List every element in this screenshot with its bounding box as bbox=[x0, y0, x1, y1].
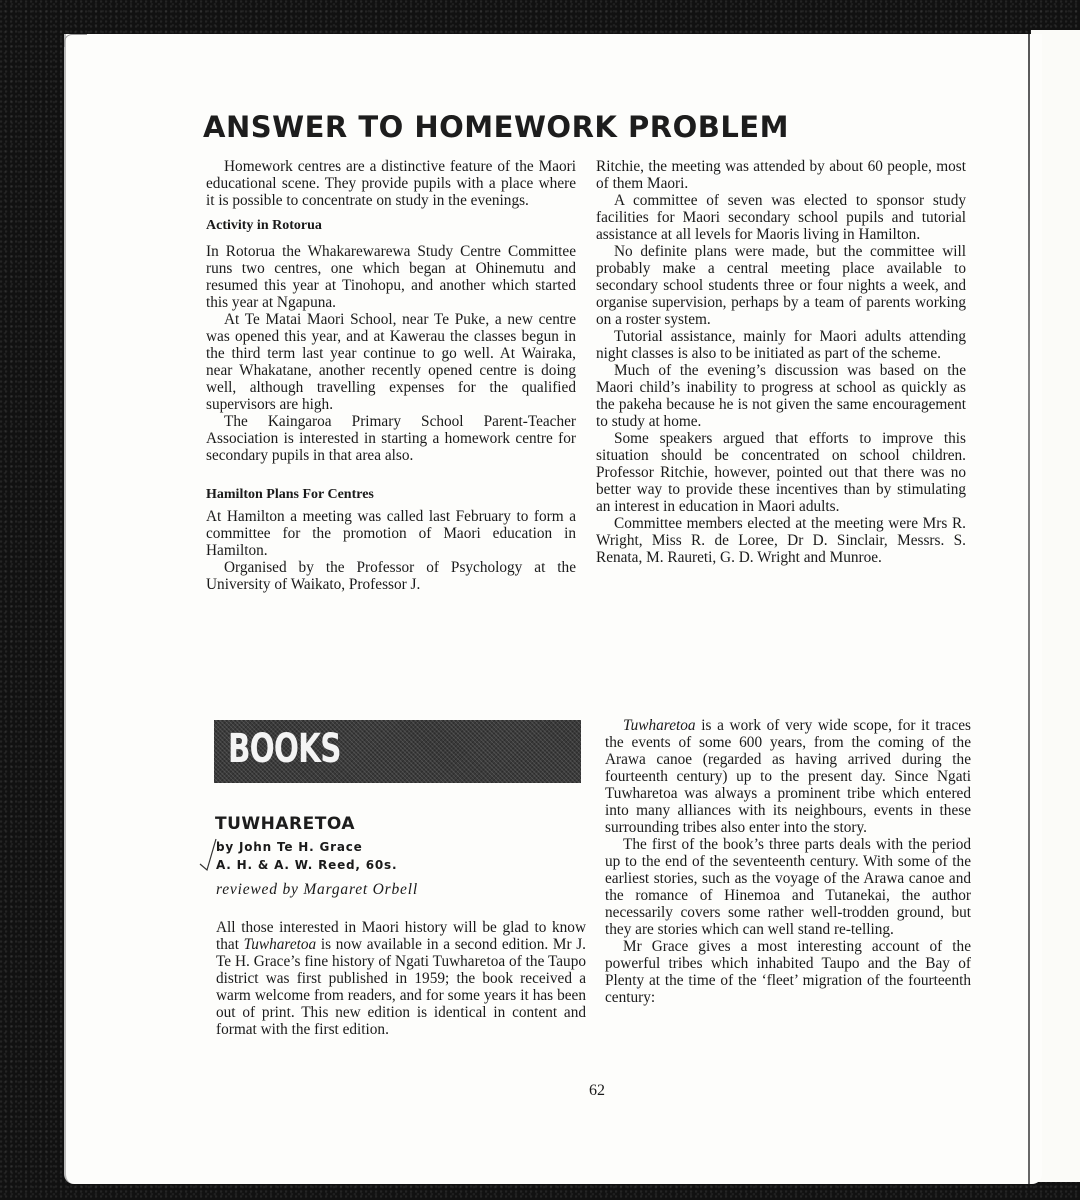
book-title-italic: Tuwharetoa bbox=[243, 936, 317, 953]
paragraph: Committee members elected at the meeting were Mrs R. Wright, Miss R. de Loree, Dr D. Sinclair, Messrs. S. Renata, M. Raureti, G. D. Wright and Munroe. bbox=[596, 515, 966, 566]
text-run: is now available in a second edition. Mr J. Te H. Grace’s fine history of Ngati Tuwharetoa of the Taupo district was first published in 1959; the book received a warm welcome from readers, and for some years it has been out of print. This new edition is identical in content and format with the first edition. bbox=[216, 936, 586, 1038]
paragraph: The first of the book’s three parts deals with the period up to the end of the seventeenth century. With some of the earliest stories, such as the voyage of the Arawa canoe and the romance of Hinemoa and Tutanekai, the author necessarily covers some rather well-trodden ground, but they are stories which can well stand re-telling. bbox=[605, 836, 971, 938]
page-number: 62 bbox=[589, 1082, 605, 1099]
text-run: is a work of very wide scope, for it traces the events of some 600 years, from the coming of the Arawa canoe (regarded as having arrived during the fourteenth century) up to the present day. Since Ngati Tuwharetoa was always a prominent tribe which entered into many alliances with its neighbours, events in these surrounding tribes also enter into the story. bbox=[605, 717, 971, 836]
subheading-rotorua: Activity in Rotorua bbox=[206, 218, 322, 233]
books-banner-label: BOOKS bbox=[228, 726, 341, 772]
article-title: ANSWER TO HOMEWORK PROBLEM bbox=[203, 110, 789, 144]
paragraph: Some speakers argued that efforts to improve this situation should be concentrated on school children. Professor Ritchie, however, pointed out that there was no better way to provide these incentives than by stimulating an interest in education in Maori adults. bbox=[596, 430, 966, 515]
paragraph: In Rotorua the Whakarewarewa Study Centre Committee runs two centres, one which began at Ohinemutu and resumed this year at Tinohopu, and another which started this year at Ngapuna. bbox=[206, 243, 576, 311]
paragraph: Homework centres are a distinctive feature of the Maori educational scene. They provide pupils with a place where it is possible to concentrate on study in the evenings. bbox=[206, 158, 576, 209]
paragraph: At Te Matai Maori School, near Te Puke, a new centre was opened this year, and at Kawerau the classes begun in the third term last year continue to go well. At Wairaka, near Whakatane, another recently opened centre is doing well, although travelling expenses for the qualified supervisors are high. bbox=[206, 311, 576, 413]
book-publisher-price: A. H. & A. W. Reed, 60s. bbox=[216, 858, 398, 872]
page-gutter bbox=[1028, 34, 1030, 1184]
page-corner-curl bbox=[64, 34, 87, 47]
paragraph: Organised by the Professor of Psychology at the University of Waikato, Professor J. bbox=[206, 559, 576, 593]
text-run: All those interested in Maori history will be glad to know that bbox=[216, 919, 586, 953]
review-column-1 bbox=[216, 919, 586, 1038]
book-title-italic: Tuwharetoa bbox=[623, 717, 696, 734]
article-column-1 bbox=[206, 158, 576, 593]
paragraph: At Hamilton a meeting was called last February to form a committee for the promotion of Maori education in Hamilton. bbox=[206, 508, 576, 559]
paragraph: A committee of seven was elected to sponsor study facilities for Maori secondary school pupils and tutorial assistance at all levels for Maoris living in Hamilton. bbox=[596, 192, 966, 243]
paragraph: Mr Grace gives a most interesting account of the powerful tribes which inhabited Taupo and the Bay of Plenty at the time of the ‘fleet’ migration of the fourteenth century: bbox=[605, 938, 971, 1006]
paragraph: The Kaingaroa Primary School Parent-Teacher Association is interested in starting a homework centre for secondary pupils in that area also. bbox=[206, 413, 576, 464]
article-column-2 bbox=[596, 158, 966, 566]
paragraph: No definite plans were made, but the committee will probably make a central meeting place available to secondary school students three or four nights a week, and organise supervision, perhaps by a team of parents working on a roster system. bbox=[596, 243, 966, 328]
paragraph: Much of the evening’s discussion was based on the Maori child’s inability to progress at school as quickly as the pakeha because he is not given the same encouragement to study at home. bbox=[596, 362, 966, 430]
books-section-banner bbox=[214, 720, 581, 783]
book-author: by John Te H. Grace bbox=[216, 840, 363, 854]
book-byline bbox=[216, 838, 397, 874]
paragraph bbox=[216, 919, 586, 1038]
reviewer-credit: reviewed by Margaret Orbell bbox=[216, 881, 418, 898]
paragraph bbox=[605, 717, 971, 836]
book-title: TUWHARETOA bbox=[215, 814, 355, 834]
review-column-2 bbox=[605, 717, 971, 1006]
subheading-hamilton: Hamilton Plans For Centres bbox=[206, 487, 374, 502]
paragraph: Tutorial assistance, mainly for Maori adults attending night classes is also to be initiated as part of the scheme. bbox=[596, 328, 966, 362]
paragraph: Ritchie, the meeting was attended by about 60 people, most of them Maori. bbox=[596, 158, 966, 192]
